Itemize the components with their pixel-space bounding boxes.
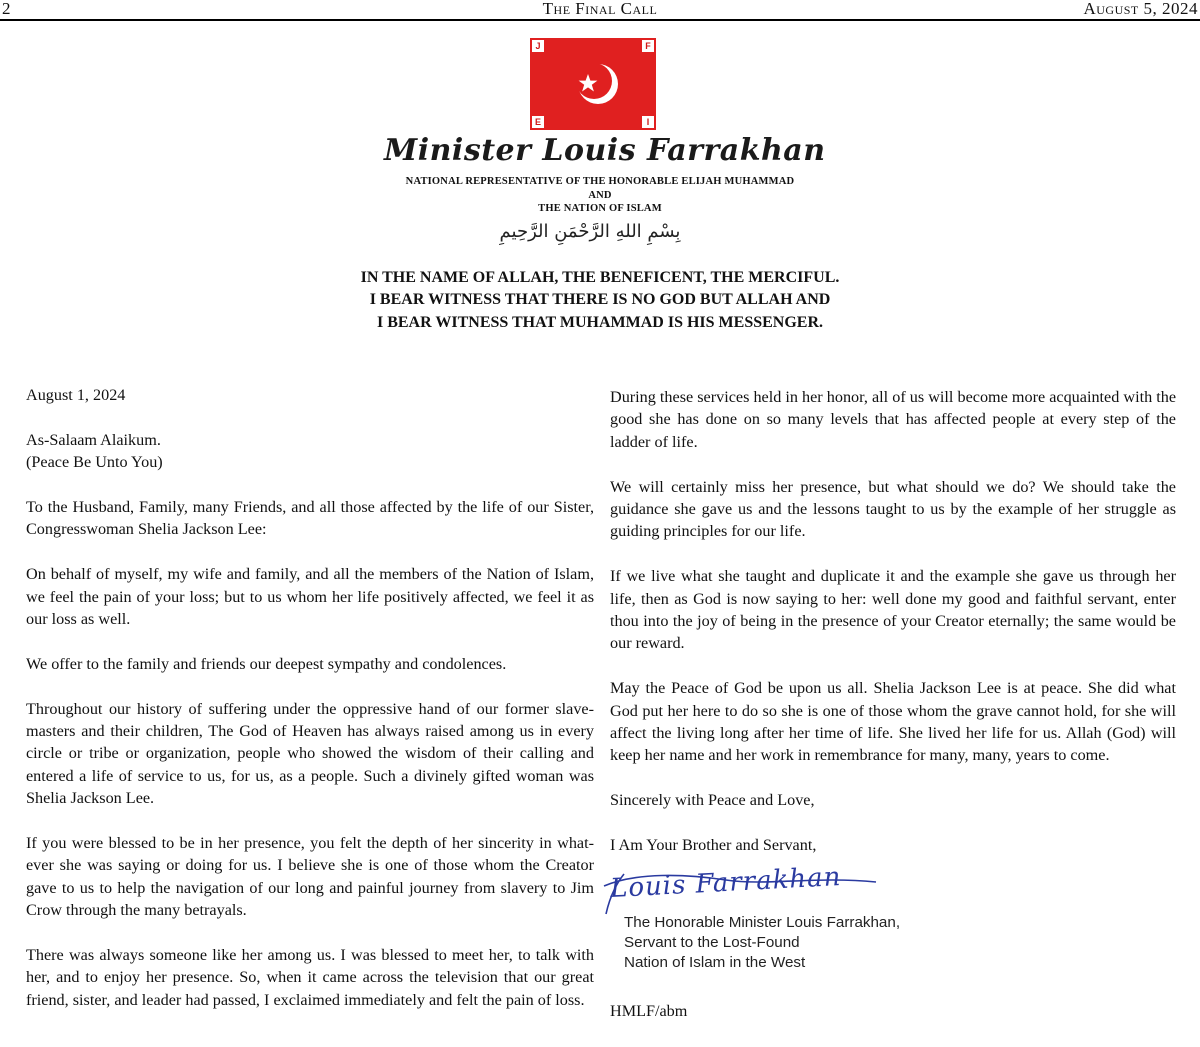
creed-line-3: I BEAR WITNESS THAT MUHAMMAD IS HIS MESSENGER. xyxy=(376,314,824,331)
signer-block xyxy=(624,913,900,973)
letter-paragraph: On behalf of myself, my wife and family, and all the members of the Nation of Islam, we feel the pain of your loss; but to us whom her life positively affected, we feel it as our loss as well. xyxy=(26,565,594,629)
issue-date: August 5, 2024 xyxy=(1083,0,1198,18)
handwritten-signature: Louis Farrakhan xyxy=(609,861,843,905)
page-header xyxy=(0,0,1200,21)
letterhead-title-line-3: THE NATION OF ISLAM xyxy=(538,203,662,214)
crescent-star-icon xyxy=(568,58,620,110)
flag-letter-e: E xyxy=(532,116,544,128)
typist-initials: HMLF/abm xyxy=(610,1002,688,1020)
letterhead-title-line-1: NATIONAL REPRESENTATIVE OF THE HONORABLE ELIJAH MUHAMMAD xyxy=(405,176,795,187)
letter-right-column xyxy=(610,386,1176,879)
flag-letter-j: J xyxy=(532,40,544,52)
signer-line-1: The Honorable Minister Louis Farrakhan, xyxy=(624,914,901,931)
letter-date: August 1, 2024 xyxy=(26,386,126,404)
flag-letter-f: F xyxy=(642,40,654,52)
signer-line-2: Servant to the Lost-Found xyxy=(624,934,800,951)
letterhead-title-line-2: AND xyxy=(588,190,612,201)
closing-salutation: Sincerely with Peace and Love, xyxy=(610,791,815,810)
page-number: 2 xyxy=(2,0,11,18)
signer-line-3: Nation of Islam in the West xyxy=(624,954,806,971)
letter-left-column xyxy=(26,384,594,1034)
letter-paragraph: If we live what she taught and duplicate it and the example she gave us through her life, then as God is now saying to her: well done my good and faithful servant, enter thou into the joy of being in the presence of your Creator eternally; the same would be our reward. xyxy=(610,567,1176,653)
letter-paragraph: To the Husband, Family, many Friends, and all those affected by the life of our Sister, Congresswoman Shelia Jackson Lee: xyxy=(26,498,594,539)
letter-paragraph: If you were blessed to be in her presence, you felt the depth of her sincerity in what-ever she was saying or doing for us. I believe she is one of those whom the Creator gave to us to help the navigation of our long and painful journey from slavery to Jim Crow through the many betrayals. xyxy=(26,834,594,920)
letter-paragraph: Throughout our history of suffering under the oppressive hand of our former slave-masters and their children, The God of Heaven has always raised among us in every circle or tribe or organization, people who showed the wisdom of their calling and entered a life of service to us, for us, as a people. Such a divinely gifted woman was Shelia Jackson Lee. xyxy=(26,699,594,808)
letter-paragraph: We will certainly miss her presence, but what should we do? We should take the guidance she gave us and the lessons taught to us by the example of her struggle as guiding principles for our life. xyxy=(610,477,1176,541)
letterhead-name: Minister Louis Farrakhan xyxy=(384,133,826,168)
star-and-crescent-flag-icon xyxy=(530,38,656,130)
publication-name: The Final Call xyxy=(542,0,658,18)
letter-paragraph: There was always someone like her among us. I was blessed to meet her, to talk with her, and to enjoy her presence. So, when it came across the television that our great friend, sister, and leader had passed, I exclaimed immediately and felt the pain of loss. xyxy=(26,946,594,1009)
creed-line-1: IN THE NAME OF ALLAH, THE BENEFICENT, THE MERCIFUL. xyxy=(360,269,840,286)
letter-paragraph: During these services held in her honor, all of us will become more acquainted with the good she has done on so many levels that has affected people at every step of the ladder of life. xyxy=(610,388,1176,451)
letter-paragraph: May the Peace of God be upon us all. Shelia Jackson Lee is at peace. She did what God put her here to do so she is one of those whom the grave cannot hold, for she will affect the living long after her time of life. She lived her life for us. Allah (God) will keep her name and her work in remembrance for many, many, years to come. xyxy=(610,679,1176,765)
greeting-line-1: As-Salaam Alaikum. xyxy=(26,430,161,449)
arabic-basmala: بِسْمِ اللهِ الرَّحْمَنِ الرَّحِيمِ xyxy=(499,221,681,242)
creed-line-2: I BEAR WITNESS THAT THERE IS NO GOD BUT ALLAH AND xyxy=(369,291,831,308)
greeting-line-2: (Peace Be Unto You) xyxy=(26,453,163,472)
letter-paragraph: We offer to the family and friends our deepest sympathy and condolences. xyxy=(26,654,507,673)
closing-servant-line: I Am Your Brother and Servant, xyxy=(610,836,817,855)
flag-letter-i: I xyxy=(642,116,654,128)
